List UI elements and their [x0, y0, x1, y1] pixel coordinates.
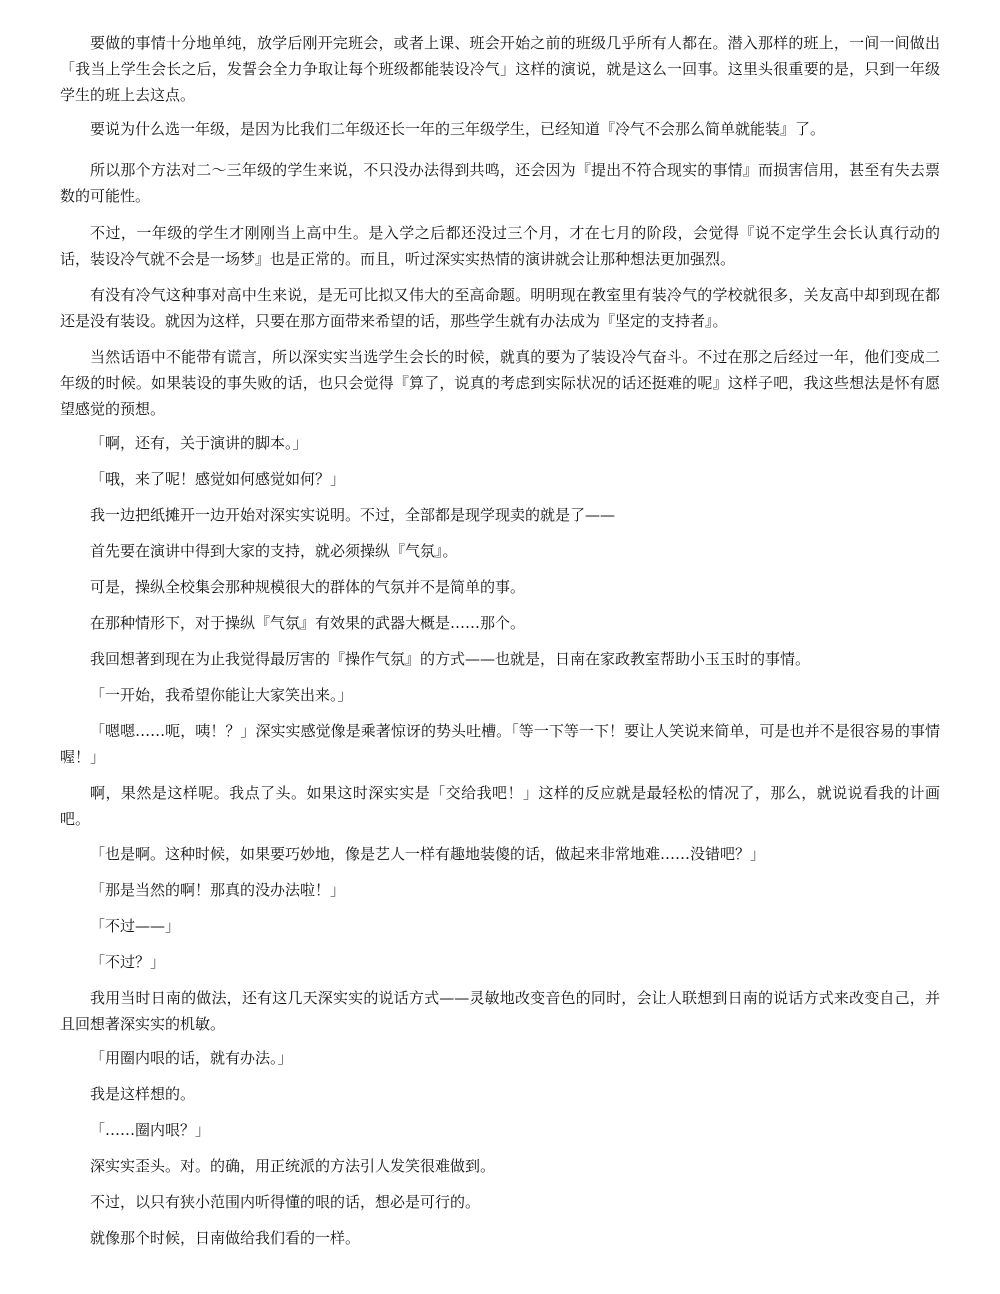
paragraph: 有没有冷气这种事对高中生来说，是无可比拟又伟大的至高命题。明明现在教室里有装冷气的学校就很多，关友高中却到现在都还是没有装设。就因为这样，只要在那方面带来希望的话，那些学生就有办法成为『坚定的支持者』。 — [60, 286, 940, 330]
document-page — [60, 30, 940, 1251]
paragraph: 我用当时日南的做法，还有这几天深实实的说话方式——灵敏地改变音色的同时，会让人联想到日南的说话方式来改变自己，并且回想著深实实的机敏。 — [60, 989, 940, 1033]
paragraph: 所以那个方法对二～三年级的学生来说，不只没办法得到共鸣，还会因为『提出不符合现实的事情』而损害信用，甚至有失去票数的可能性。 — [60, 161, 940, 205]
paragraph: 「用圈内哏的话，就有办法。」 — [90, 1049, 293, 1067]
paragraph: 在那种情形下，对于操纵『气氛』有效果的武器大概是……那个。 — [90, 614, 526, 632]
paragraph: 首先要在演讲中得到大家的支持，就必须操纵『气氛』。 — [90, 542, 458, 560]
paragraph: 「那是当然的啊！那真的没办法啦！」 — [90, 881, 346, 899]
paragraph: 我一边把纸摊开一边开始对深实实说明。不过，全部都是现学现卖的就是了—— — [90, 506, 616, 524]
paragraph: 要说为什么选一年级，是因为比我们二年级还长一年的三年级学生，已经知道『冷气不会那么简单就能装』了。 — [90, 120, 826, 138]
paragraph: 我是这样想的。 — [90, 1085, 196, 1103]
paragraph: 深实实歪头。对。的确，用正统派的方法引人发笑很难做到。 — [90, 1157, 496, 1175]
paragraph: 不过，一年级的学生才刚刚当上高中生。是入学之后都还没过三个月，才在七月的阶段，会觉得『说不定学生会长认真行动的话，装设冷气就不会是一场梦』也是正常的。而且，听过深实实热情的演讲就会让那种想法更加强烈。 — [60, 224, 940, 268]
paragraph: 就像那个时候，日南做给我们看的一样。 — [90, 1229, 361, 1247]
paragraph: 我回想著到现在为止我觉得最厉害的『操作气氛』的方式——也就是，日南在家政教室帮助小玉玉时的事情。 — [90, 650, 811, 668]
paragraph: 「不过？」 — [90, 953, 166, 971]
paragraph: 「也是啊。这种时候，如果要巧妙地，像是艺人一样有趣地装傻的话，做起来非常地难……没错吧？」 — [90, 845, 766, 863]
paragraph: 啊，果然是这样呢。我点了头。如果这时深实实是「交给我吧！」这样的反应就是最轻松的情况了，那么，就说说看我的计画吧。 — [60, 784, 940, 828]
paragraph: 「嗯嗯……呃，咦！？」深实实感觉像是乘著惊讶的势头吐槽。「等一下等一下！要让人笑说来简单，可是也并不是很容易的事情喔！」 — [60, 722, 940, 766]
paragraph: 「啊，还有，关于演讲的脚本。」 — [90, 434, 308, 452]
paragraph: 「一开始，我希望你能让大家笑出来。」 — [90, 686, 353, 704]
paragraph: 不过，以只有狭小范围内听得懂的哏的话，想必是可行的。 — [90, 1193, 481, 1211]
paragraph: 「哦，来了呢！感觉如何感觉如何？」 — [90, 470, 346, 488]
paragraph: 当然话语中不能带有谎言，所以深实实当选学生会长的时候，就真的要为了装设冷气奋斗。不过在那之后经过一年，他们变成二年级的时候。如果装设的事失败的话，也只会觉得『算了，说真的考虑到实际状况的话还挺难的呢』这样子吧，我这些想法是怀有愿望感觉的预想。 — [60, 348, 940, 418]
paragraph: 「……圈内哏？」 — [90, 1121, 211, 1139]
paragraph: 「不过——」 — [90, 917, 181, 935]
paragraph: 可是，操纵全校集会那种规模很大的群体的气氛并不是简单的事。 — [90, 578, 526, 596]
paragraph: 要做的事情十分地单纯，放学后刚开完班会，或者上课、班会开始之前的班级几乎所有人都在。潜入那样的班上，一间一间做出「我当上学生会长之后，发誓会全力争取让每个班级都能装设冷气」这样的演说，就是这么一回事。这里头很重要的是，只到一年级学生的班上去这点。 — [60, 34, 940, 104]
